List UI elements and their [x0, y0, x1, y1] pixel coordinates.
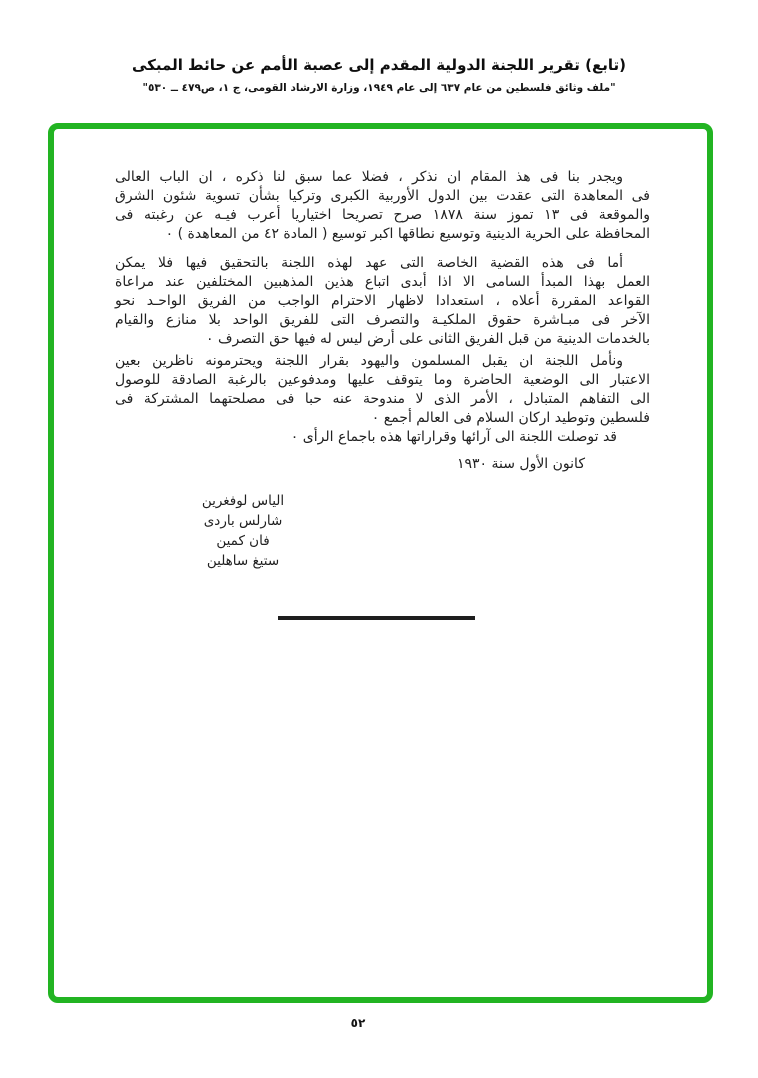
paragraph-line: الى التفاهم المتبادل ، الأمر الذى لا مندوحة عنه حبا فى مصلحتهما المشتركة فى [115, 391, 650, 407]
paragraph-3 [115, 352, 650, 428]
paragraph-line: فلسطين وتوطيد اركان السلام فى العالم أجمع ٠ [371, 410, 650, 426]
paragraph-line: القواعد المقررة أعلاه ، استعدادا لاظهار الاحترام الواجب من الفريق الواحـد نحو [115, 293, 650, 309]
paragraph-line: والموقعة فى ١٣ تموز سنة ١٨٧٨ صرح تصريحا اختياريا أعرب فيـه عن رغبته فى [115, 207, 651, 223]
signature-name: فان كمين [216, 533, 270, 549]
paragraph-line: ونأمل اللجنة ان يقبل المسلمون واليهود بقرار اللجنة ويحترمونه ناظرين بعين [115, 353, 623, 369]
paragraph-line: الآخر فى مبـاشرة حقوق الملكيـة والتصرف التى للفريق الواحد بلا منازع والقيام [115, 312, 650, 328]
signature-name: ستيغ ساهلين [206, 553, 280, 569]
page-number: ٥٢ [350, 1016, 366, 1030]
signature-list [178, 491, 308, 571]
page-header [40, 56, 718, 94]
paragraph-line: الاعتبار الى الوضعية الحاضرة وما يتوقف عليها ومدفوعين بالرغبة الصادقة للوصول [115, 372, 650, 388]
paragraph-line: المحافظة على الحرية الدينية وتوسيع نطاقها اكبر توسيع ( المادة ٤٢ من المعاهدة ) ٠ [165, 226, 650, 242]
source-citation: "ملف وثائق فلسطين من عام ٦٣٧ إلى عام ١٩٤٩، وزارة الارشاد القومى، ج ١، ص٤٧٩ ــ ٥٣٠" [142, 82, 616, 94]
paragraph-line: أما فى هذه القضية الخاصة التى عهد لهذه اللجنة بالتحقيق فيها فلا يمكن [115, 255, 623, 271]
paragraph-1 [115, 168, 650, 244]
signature-name: شارلس باردى [203, 513, 283, 529]
paragraph-line: ويجدر بنا فى هذ المقام ان نذكر ، فضلا عما سبق لنا ذكره ، ان الباب العالى [115, 169, 623, 185]
signature-name: الياس لوفغرين [201, 493, 285, 509]
paragraph-line: فى المعاهدة التى عقدت بين الدول الأوربية الكبرى وتركيا بشأن تسوية شئون الشرق [115, 188, 650, 204]
date-line: كانون الأول سنة ١٩٣٠ [456, 456, 585, 472]
report-title: (تابع) تقرير اللجنة الدولية المقدم إلى عصبة الأمم عن حائط المبكى [131, 56, 626, 74]
paragraph-line: العمل بهذا المبدأ السامى الا اذا أبدى اتباع هذين المذهبين المختلفين عند مراعاة [115, 274, 650, 290]
closing-rule [278, 616, 475, 620]
paragraph-line: بالخدمات الدينية من قبل الفريق الثانى على أرض ليس له فيها حق التصرف ٠ [206, 331, 650, 347]
conclusion-line: قد توصلت اللجنة الى آرائها وقراراتها هذه باجماع الرأى ٠ [290, 429, 617, 445]
paragraph-2 [115, 254, 650, 349]
